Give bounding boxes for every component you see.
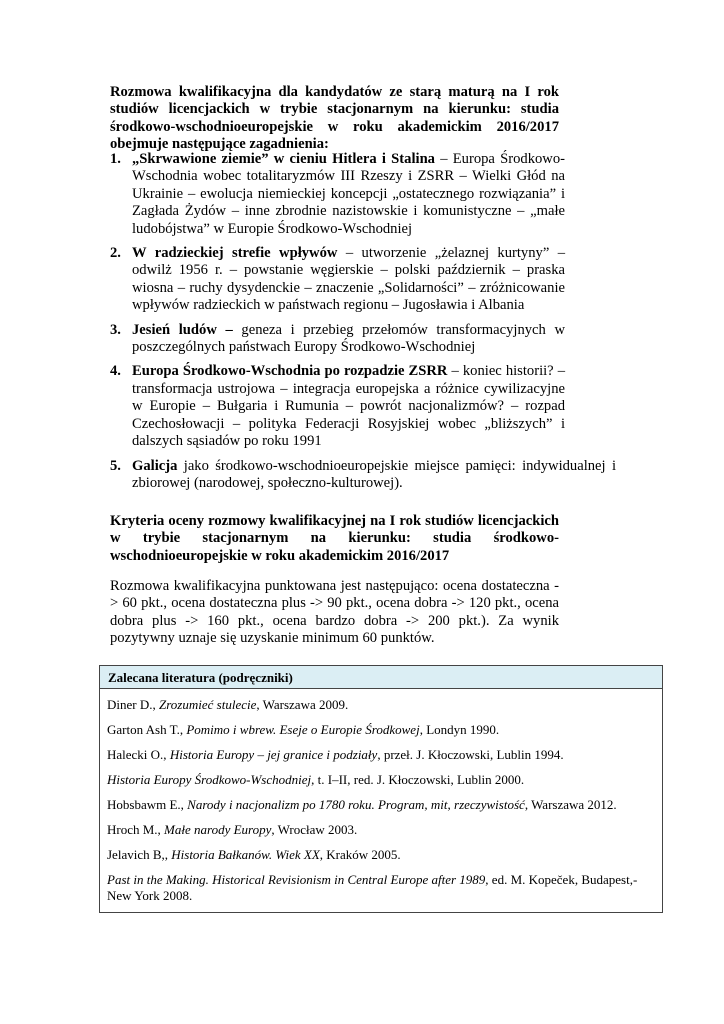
topic-number: 3. bbox=[110, 321, 121, 338]
topic-number: 2. bbox=[110, 245, 121, 262]
literature-author: Garton Ash T., bbox=[107, 722, 187, 737]
literature-publication: , przeł. J. Kłoczowski, Lublin 1994. bbox=[377, 747, 564, 762]
literature-publication: , Wrocław 2003. bbox=[271, 822, 358, 837]
literature-list bbox=[100, 697, 662, 904]
literature-item bbox=[100, 772, 662, 788]
literature-item bbox=[100, 822, 662, 838]
topic-text: jako środkowo-wschodnioeuropejskie miejsce pamięci: indywidualnej i zbiorowej (narodowej, społeczno-kulturowej). bbox=[132, 457, 616, 491]
topic-number: 4. bbox=[110, 363, 121, 380]
topic-text: geneza i przebieg przełomów transformacyjnych w poszczególnych państwach Europy Środkowo-Wschodniej bbox=[132, 321, 565, 356]
literature-title: Past in the Making. Historical Revisionism in Central Europe after 1989 bbox=[107, 872, 486, 887]
topics-list bbox=[110, 151, 616, 499]
literature-title: Historia Europy – jej granice i podziały bbox=[169, 747, 378, 762]
topic-item bbox=[110, 363, 565, 450]
literature-title: Małe narody Europy bbox=[164, 822, 272, 837]
topic-number: 5. bbox=[110, 457, 121, 474]
topic-text: – Europa Środkowo-Wschodnia wobec totalitaryzmów III Rzeszy i ZSRR – Wielki Głód na Ukrainie – ewolucja niemieckiej koncepcji „ostatecznego rozwiązania” i Zagłada Żydów – inne zbrodnie nazistowskie i komunistyczne – „małe ludobójstwa” w Europie Środkowo-Wschodniej bbox=[132, 151, 565, 237]
literature-publication: , t. I–II, red. J. Kłoczowski, Lublin 2000. bbox=[311, 772, 525, 787]
literature-item bbox=[100, 747, 662, 763]
topic-title: W radzieckiej strefie wpływów bbox=[132, 245, 338, 262]
topic-text: – koniec historii? – transformacja ustrojowa – integracja europejska a różnice cywilizacyjne w Europie – Bułgaria i Rumunia – powrót nacjonalizmów? – rozpad Czechosłowacji – polityka Federacji Rosyjskiej wobec „bliższych” i dalszych sąsiadów po roku 1991 bbox=[132, 363, 566, 450]
literature-header: Zalecana literatura (podręczniki) bbox=[100, 666, 662, 689]
topic-item bbox=[110, 322, 565, 357]
literature-item bbox=[100, 797, 662, 813]
topic-item bbox=[110, 245, 565, 315]
literature-publication: , Warszawa 2012. bbox=[524, 797, 617, 812]
literature-title: Zrozumieć stulecie bbox=[159, 697, 257, 712]
criteria-paragraph: Rozmowa kwalifikacyjna punktowana jest następująco: ocena dostateczna -> 60 pkt., ocena dostateczna plus -> 90 pkt., ocena dobra -> 120 pkt., ocena dobra plus -> 160 pkt., ocena bardzo dobra -> 200 pkt.). Za wynik pozytywny uznaje się uzyskanie minimum 60 punktów. bbox=[110, 578, 559, 647]
topic-title: Europa Środkowo-Wschodnia po rozpadzie ZSRR bbox=[132, 363, 448, 380]
literature-author: Jelavich B,, bbox=[107, 847, 172, 862]
topic-number: 1. bbox=[110, 151, 121, 167]
topic-item bbox=[110, 151, 565, 238]
literature-item bbox=[100, 697, 662, 713]
literature-item bbox=[100, 847, 662, 863]
literature-author: Halecki O., bbox=[107, 747, 170, 762]
criteria-heading: Kryteria oceny rozmowy kwalifikacyjnej na I rok studiów licencjackich w trybie stacjonarnym na kierunku: studia środkowo-wschodnioeuropejskie w roku akademickim 2016/2017 bbox=[110, 513, 559, 564]
exam-topics-heading: Rozmowa kwalifikacyjna dla kandydatów ze starą maturą na I rok studiów licencjackich w trybie stacjonarnym na kierunku: studia środkowo-wschodnioeuropejskie w roku akademickim 2016/2017 obejmuje następujące zagadnienia: bbox=[110, 84, 559, 153]
topic-item bbox=[110, 458, 616, 493]
topic-text: – utworzenie „żelaznej kurtyny” – odwilż 1956 r. – powstanie węgierskie – polski październik – praska wiosna – ruchy dysydenckie – znaczenie „Solidarności” – zróżnicowanie wpływów radzieckich w państwach regionu – Jugosławia i Albania bbox=[132, 245, 565, 314]
topic-title: Jesień ludów – bbox=[132, 321, 233, 338]
topic-title: Galicja bbox=[132, 457, 178, 474]
literature-item bbox=[100, 872, 662, 904]
literature-item bbox=[100, 722, 662, 738]
literature-table bbox=[99, 665, 663, 913]
literature-publication: , Londyn 1990. bbox=[419, 722, 500, 737]
literature-author: Hobsbawm E., bbox=[107, 797, 188, 812]
literature-publication: , Warszawa 2009. bbox=[256, 697, 349, 712]
literature-title: Pomimo i wbrew. Eseje o Europie Środkowej bbox=[186, 722, 420, 737]
topic-title: „Skrwawione ziemie” w cieniu Hitlera i Stalina bbox=[132, 151, 435, 167]
literature-title: Historia Europy Środkowo-Wschodniej bbox=[107, 772, 312, 787]
literature-publication: , ed. M. Kopeček, Budapest,-New York 2008. bbox=[107, 872, 638, 903]
literature-title: Narody i nacjonalizm po 1780 roku. Program, mit, rzeczywistość bbox=[187, 797, 525, 812]
literature-author: Hroch M., bbox=[107, 822, 165, 837]
literature-author: Diner D., bbox=[107, 697, 159, 712]
literature-title: Historia Bałkanów. Wiek XX bbox=[171, 847, 320, 862]
literature-publication: , Kraków 2005. bbox=[319, 847, 401, 862]
